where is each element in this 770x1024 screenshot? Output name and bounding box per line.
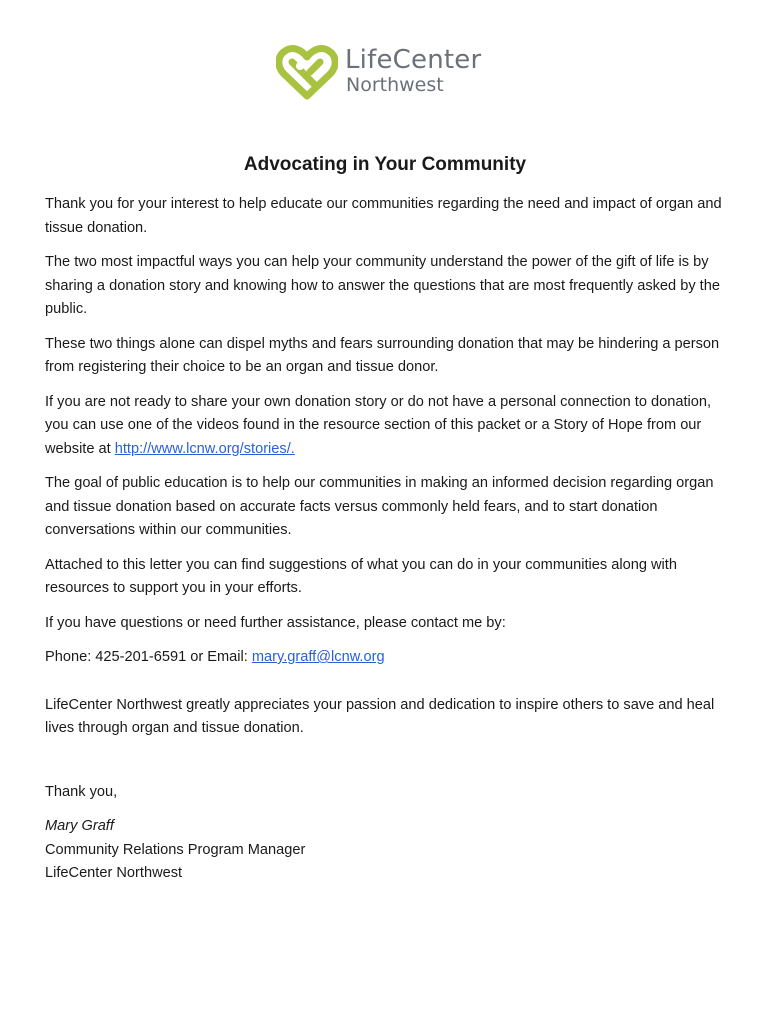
paragraph-appreciation: LifeCenter Northwest greatly appreciates your passion and dedication to inspire others to save and heal lives through organ and tissue donation.	[45, 696, 715, 736]
paragraph-intro: Thank you for your interest to help educate our communities regarding the need and impact of organ and tissue donation.	[45, 196, 722, 236]
email-link[interactable]: mary.graff@lcnw.org	[251, 649, 385, 665]
signature-block	[45, 781, 735, 886]
stories-link[interactable]: http://www.lcnw.org/stories/.	[114, 440, 295, 457]
signer-name: Mary Graff	[45, 818, 114, 834]
page-title: Advocating in Your Community	[243, 154, 527, 175]
paragraph-dispel-myths: These two things alone can dispel myths and fears surrounding donation that may be hindering a person from registering their choice to be an organ and tissue donor.	[45, 335, 720, 375]
letter-body	[45, 193, 735, 886]
signer-org: LifeCenter Northwest	[45, 865, 183, 881]
paragraph-stories	[45, 391, 735, 462]
stories-text: If you are not ready to share your own donation story or do not have a personal connection to donation, you can use one of the videos found in the resource section of this packet or a Story of Hope from our website at	[45, 393, 712, 457]
logo	[276, 44, 506, 100]
logo-wordmark-line1: LifeCenter	[345, 45, 482, 75]
heart-knot-logo-icon	[276, 44, 338, 100]
paragraph-contact-intro: If you have questions or need further assistance, please contact me by:	[45, 614, 506, 631]
paragraph-impactful-ways: The two most impactful ways you can help your community understand the power of the gift of life is by sharing a donation story and knowing how to answer the questions that are most frequently asked by the public.	[45, 254, 720, 317]
paragraph-contact-info	[45, 646, 735, 670]
contact-phone-text: Phone: 425-201-6591 or Email:	[45, 649, 252, 665]
logo-wordmark-line2: Northwest	[346, 74, 444, 96]
paragraph-goal: The goal of public education is to help our communities in making an informed decision regarding organ and tissue donation based on accurate facts versus commonly held fears, and to start donation conversations within our communities.	[45, 475, 714, 538]
signer-role: Community Relations Program Manager	[45, 841, 306, 858]
paragraph-attached: Attached to this letter you can find suggestions of what you can do in your communities along with resources to support you in your efforts.	[45, 556, 677, 596]
salutation: Thank you,	[45, 783, 118, 800]
